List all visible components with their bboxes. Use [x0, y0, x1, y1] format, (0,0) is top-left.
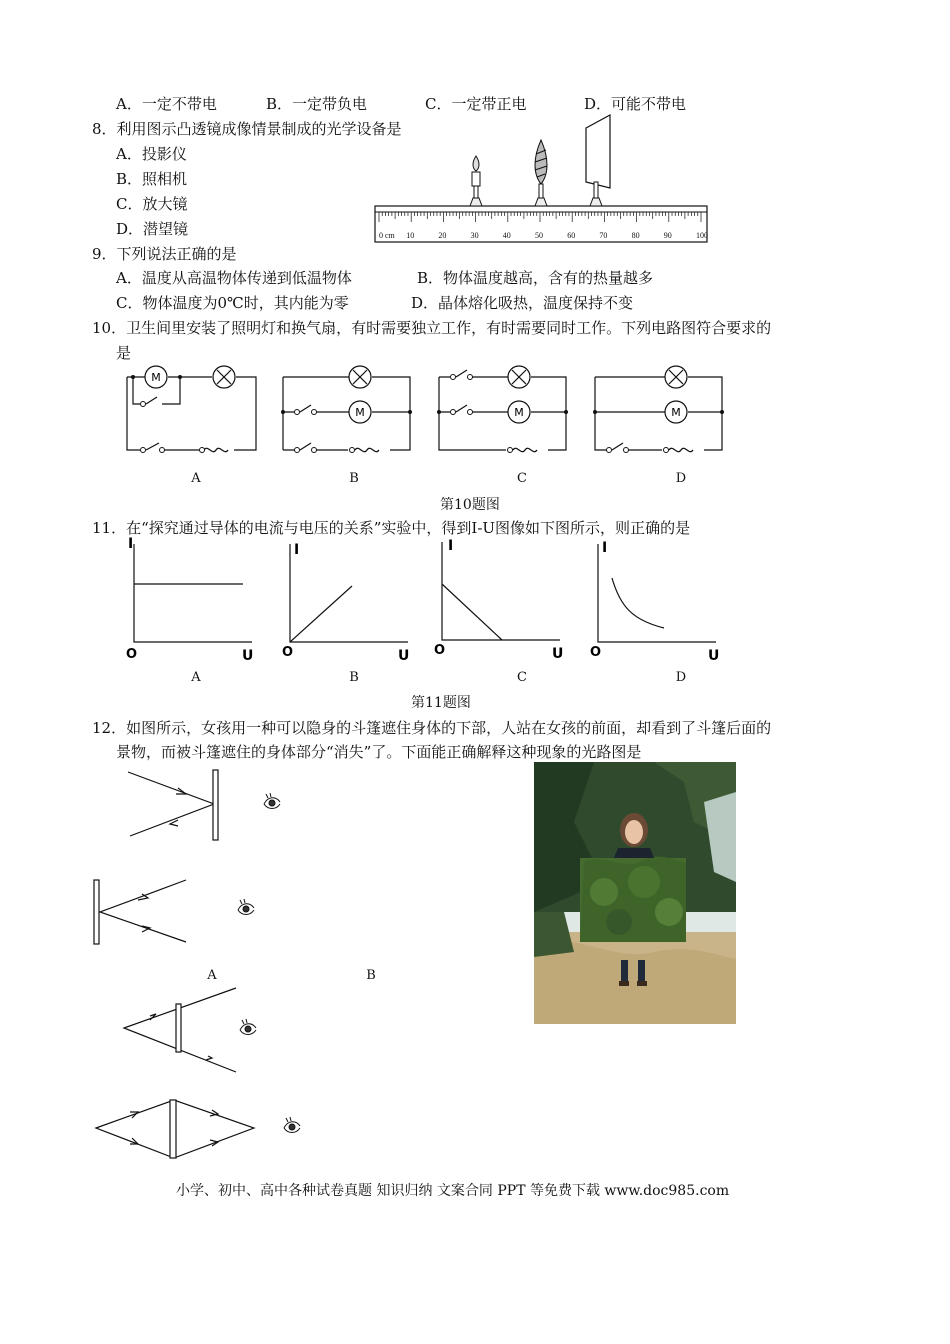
- circuit-b: [280, 366, 416, 456]
- optical-bench-figure: [374, 114, 710, 246]
- circuit-d: [592, 366, 728, 456]
- ruler-label: 50: [535, 231, 543, 240]
- ruler-label: 30: [470, 231, 479, 240]
- svg-text:O: O: [590, 645, 602, 660]
- q9-option-d: D．晶体熔化吸热，温度保持不变: [411, 294, 634, 312]
- q11-label-c: C: [517, 670, 527, 685]
- screen-icon: [586, 115, 610, 206]
- eye-icon: [240, 1019, 256, 1035]
- svg-text:U: U: [398, 648, 410, 664]
- svg-text:O: O: [434, 643, 446, 658]
- q8-option-b: B．照相机: [116, 170, 188, 188]
- q11-caption: 第11题图: [411, 695, 471, 711]
- light-path-1: [124, 768, 294, 844]
- q7-option-c: C．一定带正电: [425, 95, 527, 113]
- q11-stem: 11．在“探究通过导体的电流与电压的关系”实验中，得到I-U图像如下图所示，则正确的是: [92, 519, 691, 537]
- svg-text:U: U: [242, 648, 254, 664]
- q10-stem-line1: 10．卫生间里安装了照明灯和换气扇，有时需要独立工作，有时需要同时工作。下列电路图符合要求的: [92, 319, 772, 337]
- svg-text:U: U: [708, 648, 720, 664]
- q12-label-a: A: [207, 968, 217, 983]
- circuit-c: [436, 366, 572, 456]
- ruler-label: 70: [599, 231, 608, 240]
- eye-icon: [238, 899, 254, 915]
- q10-label-a: A: [191, 471, 201, 486]
- q11-label-d: D: [675, 670, 687, 685]
- svg-text:I: I: [448, 538, 454, 554]
- q10-caption: 第10题图: [440, 497, 500, 513]
- motor-symbol: M: [151, 371, 161, 384]
- ruler-label: 90: [663, 231, 672, 240]
- q11-label-a: A: [191, 670, 201, 685]
- circuit-a: [124, 370, 260, 456]
- q9-option-b: B．物体温度越高，含有的热量越多: [417, 269, 654, 287]
- ruler-label: 0 cm: [379, 231, 395, 240]
- q7-option-b: B．一定带负电: [266, 95, 368, 113]
- q7-option-a: A．一定不带电: [116, 95, 217, 113]
- q9-option-c: C．物体温度为0℃时，其内能为零: [116, 294, 349, 312]
- light-path-3: [120, 986, 270, 1074]
- svg-text:O: O: [282, 645, 294, 660]
- q12-label-b: B: [366, 968, 376, 983]
- q11-label-b: B: [349, 670, 359, 685]
- q10-label-d: D: [675, 471, 687, 486]
- ruler-label: 80: [631, 231, 640, 240]
- eye-icon: [284, 1117, 300, 1133]
- convex-lens-icon: [535, 140, 547, 206]
- iu-graph-a: [126, 536, 258, 664]
- q8-option-d: D．潜望镜: [116, 220, 189, 238]
- svg-text:I: I: [602, 540, 608, 556]
- candle-icon: [470, 156, 482, 206]
- svg-text:I: I: [128, 536, 134, 552]
- svg-text:U: U: [552, 646, 564, 662]
- iu-graph-b: [282, 536, 414, 664]
- ruler-label: 60: [567, 231, 576, 240]
- ruler-label: 40: [502, 231, 511, 240]
- light-path-4: [94, 1096, 310, 1160]
- svg-text:O: O: [126, 647, 138, 662]
- eye-icon: [264, 793, 280, 809]
- q8-option-a: A．投影仪: [116, 145, 187, 163]
- q10-stem-line2: 是: [116, 344, 132, 362]
- motor-symbol: M: [355, 406, 365, 419]
- iu-graph-c: [434, 534, 566, 662]
- iu-graph-d: [590, 536, 722, 664]
- ruler-label: 20: [438, 231, 447, 240]
- q9-option-a: A．温度从高温物体传递到低温物体: [116, 269, 352, 287]
- q8-stem: 8．利用图示凸透镜成像情景制成的光学设备是: [92, 120, 402, 138]
- ruler-label: 10: [406, 231, 415, 240]
- q8-option-c: C．放大镜: [116, 195, 188, 213]
- q7-option-d: D．可能不带电: [584, 95, 687, 113]
- ruler-label: 100: [696, 231, 708, 240]
- motor-symbol: M: [514, 406, 524, 419]
- q9-stem: 9．下列说法正确的是: [92, 245, 237, 263]
- q10-label-b: B: [349, 471, 359, 486]
- svg-text:I: I: [294, 542, 300, 558]
- invisibility-cloak-photo: [534, 762, 736, 1024]
- footer-text: 小学、初中、高中各种试卷真题 知识归纳 文案合同 PPT 等免费下载 www.doc985.com: [176, 1183, 730, 1199]
- q12-stem-line2: 景物，而被斗篷遮住的身体部分“消失”了。下面能正确解释这种现象的光路图是: [116, 743, 642, 761]
- light-path-2: [92, 876, 272, 948]
- q10-label-c: C: [517, 471, 527, 486]
- q12-stem-line1: 12．如图所示，女孩用一种可以隐身的斗篷遮住身体的下部，人站在女孩的前面，却看到了斗篷后面的: [92, 719, 772, 737]
- motor-symbol: M: [671, 406, 681, 419]
